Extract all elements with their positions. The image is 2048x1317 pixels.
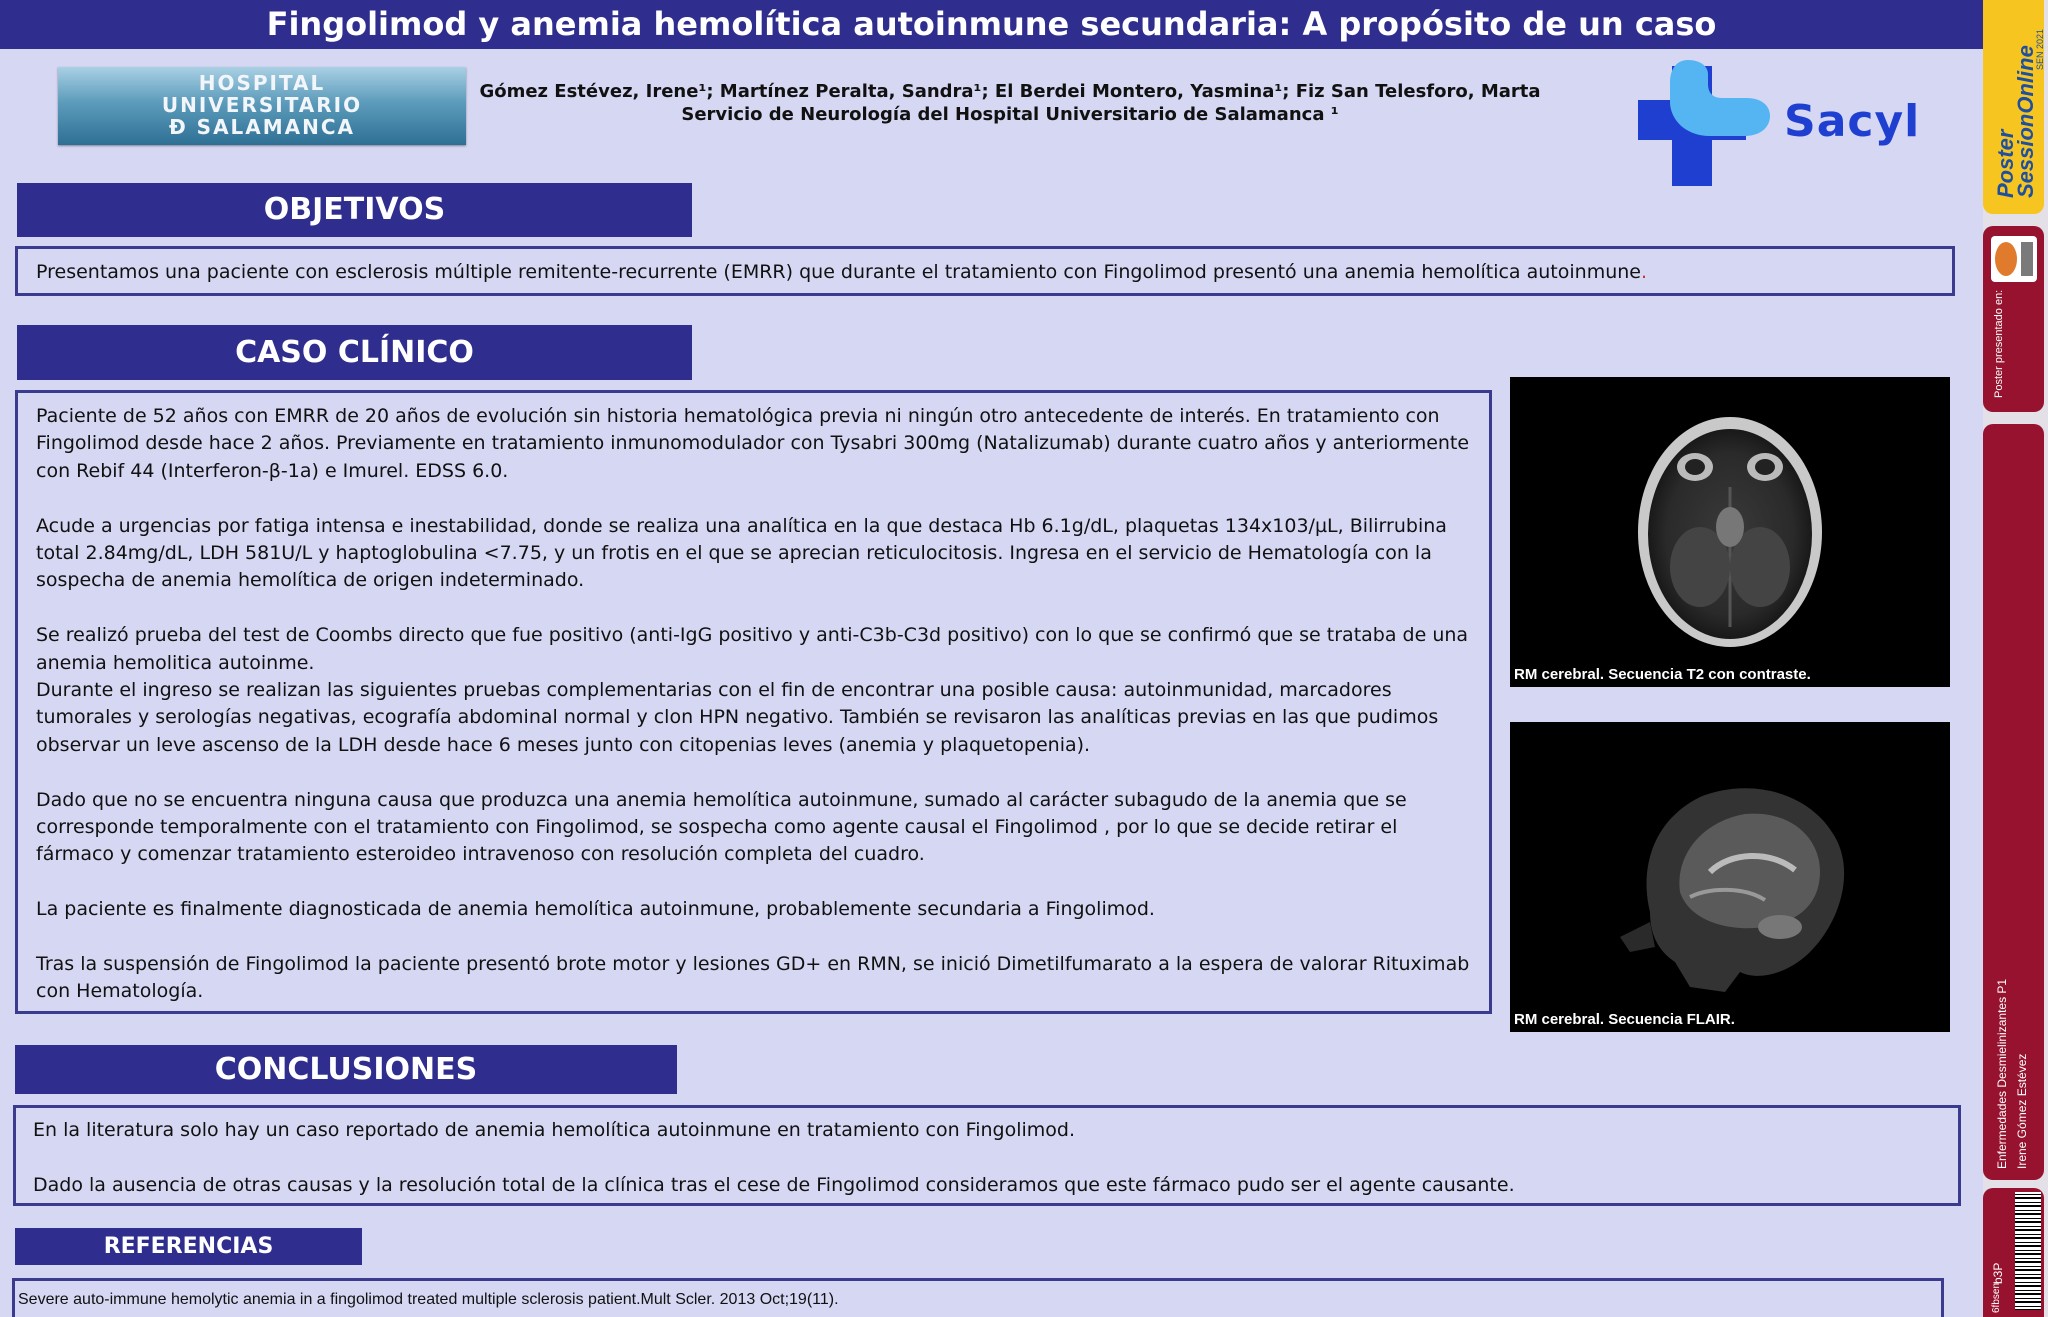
objetivos-box <box>15 246 1955 296</box>
sidebar-code: b3P <box>1991 1262 2005 1284</box>
caso-paragraph-3: Se realizó prueba del test de Coombs directo que fue positivo (anti-IgG positivo y anti-C3b-C3d positivo) con lo que se confirmó que se trataba de una anemia hemolitica autoinme. <box>36 624 1469 674</box>
sidebar-info-panel <box>1983 424 2044 1180</box>
caso-paragraph-6: La paciente es finalmente diagnosticada de anemia hemolítica autoinmune, probablemente secundaria a Fingolimod. <box>36 898 1155 921</box>
sidebar-brand-line1: Poster <box>1993 129 2018 198</box>
caso-clinico-text <box>36 403 1481 1006</box>
sidebar-brand-line2: SessionOnline <box>2013 45 2038 198</box>
sacyl-logo-text: Sacyl <box>1784 96 1921 147</box>
caso-paragraph-1: Paciente de 52 años con EMRR de 20 años de evolución sin historia hematológica previa ni ningún otro antecedente de interés. En tratamiento con Fingolimod desde hace 2 años. Previamente en tratamiento inmunomodulador con Tysabri 300mg (Natalizumab) durante cuatro años y anteriormente con Rebif 44 (Interferon-β-1a) e Imurel. EDSS 6.0. <box>36 405 1470 482</box>
mri-t2-image <box>1510 377 1950 687</box>
referencia-text: Severe auto-immune hemolytic anemia in a fingolimod treated multiple sclerosis patient.Mult Scler. 2013 Oct;19(11). <box>18 1291 839 1308</box>
sidebar-category: Enfermedades Desmielinizantes P1 <box>1995 978 2009 1169</box>
objetivos-text: Presentamos una paciente con esclerosis múltiple remitente-recurrente (EMRR) que durante el tratamiento con Fingolimod presentó una anemia hemolítica autoinmune <box>36 261 1641 283</box>
conclusiones-box <box>13 1105 1961 1206</box>
authors-block <box>440 80 1580 126</box>
author-affiliation: Servicio de Neurología del Hospital Universitario de Salamanca ¹ <box>681 104 1339 125</box>
caso-clinico-heading: CASO CLÍNICO <box>17 325 692 380</box>
objetivos-heading: OBJETIVOS <box>17 183 692 237</box>
sidebar-code-panel <box>1983 1188 2044 1317</box>
mri-flair-caption: RM cerebral. Secuencia FLAIR. <box>1514 1011 1735 1028</box>
conclusiones-text <box>33 1117 1933 1199</box>
caso-paragraph-5: Dado que no se encuentra ninguna causa que produzca una anemia hemolítica autoinmune, sumado al carácter subagudo de la anemia que se corresponde temporalmente con el tratamiento con Fingolimod, se sospecha como agente causal el Fingolimod , por lo que se decide retirar el fármaco y comenzar tratamiento esteroideo intravenoso con resolución completa del cuadro. <box>36 788 1407 866</box>
caso-paragraph-4: Durante el ingreso se realizan las siguientes pruebas complementarias con el fin de encontrar una posible causa: autoinmunidad, marcadores tumorales y serologías negativas, ecografía abdominal normal y clon HPN negativo. También se revisaron las analíticas previas en las que pudimos observar un leve ascenso de la LDH desde hace 6 meses junto con citopenias leves (anemia y plaquetopenia). <box>36 679 1439 756</box>
sidebar-brand-small: SEN 2021 <box>2035 28 2045 70</box>
sidebar-brand-panel <box>1983 0 2044 214</box>
sidebar-presented-panel <box>1983 226 2044 412</box>
conclusion-paragraph-1: En la literatura solo hay un caso reportado de anemia hemolítica autoinmune en tratamiento con Fingolimod. <box>33 1119 1076 1141</box>
caso-clinico-box <box>15 390 1492 1014</box>
mri-sagittal-head-icon <box>1510 722 1950 1032</box>
sidebar-author: Irene Gómez Estévez <box>2015 1053 2029 1169</box>
hospital-logo <box>58 67 466 145</box>
objetivos-text-wrap <box>36 259 1647 286</box>
caso-paragraph-2: Acude a urgencias por fatiga intensa e inestabilidad, donde se realiza una analítica en la que destaca Hb 6.1g/dL, plaquetas 134x103/µL, Bilirrubina total 2.84mg/dL, LDH 581U/L y haptoglobulina <7.75, y un frotis en el que se aprecian reticulocitosis. Ingresa en el servicio de Hematología con la sospecha de anemia hemolítica de origen indeterminado. <box>36 514 1447 592</box>
sidebar-presented-text: Poster presentado en: <box>1993 289 2005 398</box>
caso-paragraph-7: Tras la suspensión de Fingolimod la paciente presentó brote motor y lesiones GD+ en RMN, se inició Dimetilfumarato a la espera de valorar Rituximab con Hematología. <box>36 953 1470 1003</box>
hospital-logo-line3: Ð SALAMANCA <box>168 115 356 139</box>
conclusiones-heading: CONCLUSIONES <box>15 1045 677 1094</box>
mri-t2-caption: RM cerebral. Secuencia T2 con contraste. <box>1514 666 1811 683</box>
author-names: Gómez Estévez, Irene¹; Martínez Peralta, Sandra¹; El Berdei Montero, Yasmina¹; Fiz San Telesforo, Marta <box>479 81 1541 102</box>
hospital-logo-line2: UNIVERSITARIO <box>161 93 363 117</box>
conclusion-paragraph-2: Dado la ausencia de otras causas y la resolución total de la clínica tras el cese de Fingolimod consideramos que este fármaco pudo ser el agente causante. <box>33 1173 1515 1196</box>
barcode-icon <box>2015 1192 2041 1310</box>
mri-flair-image <box>1510 722 1950 1032</box>
mri-axial-brain-icon <box>1510 377 1950 687</box>
referencias-heading: REFERENCIAS <box>15 1228 362 1265</box>
poster-title: Fingolimod y anemia hemolítica autoinmune secundaria: A propósito de un caso <box>0 0 1983 49</box>
hospital-logo-line1: HOSPITAL <box>198 71 326 95</box>
sen-logo-icon <box>1991 236 2037 282</box>
objetivos-period: . <box>1640 261 1648 283</box>
sidebar-code2: 6fbsen <box>1991 1282 2002 1313</box>
